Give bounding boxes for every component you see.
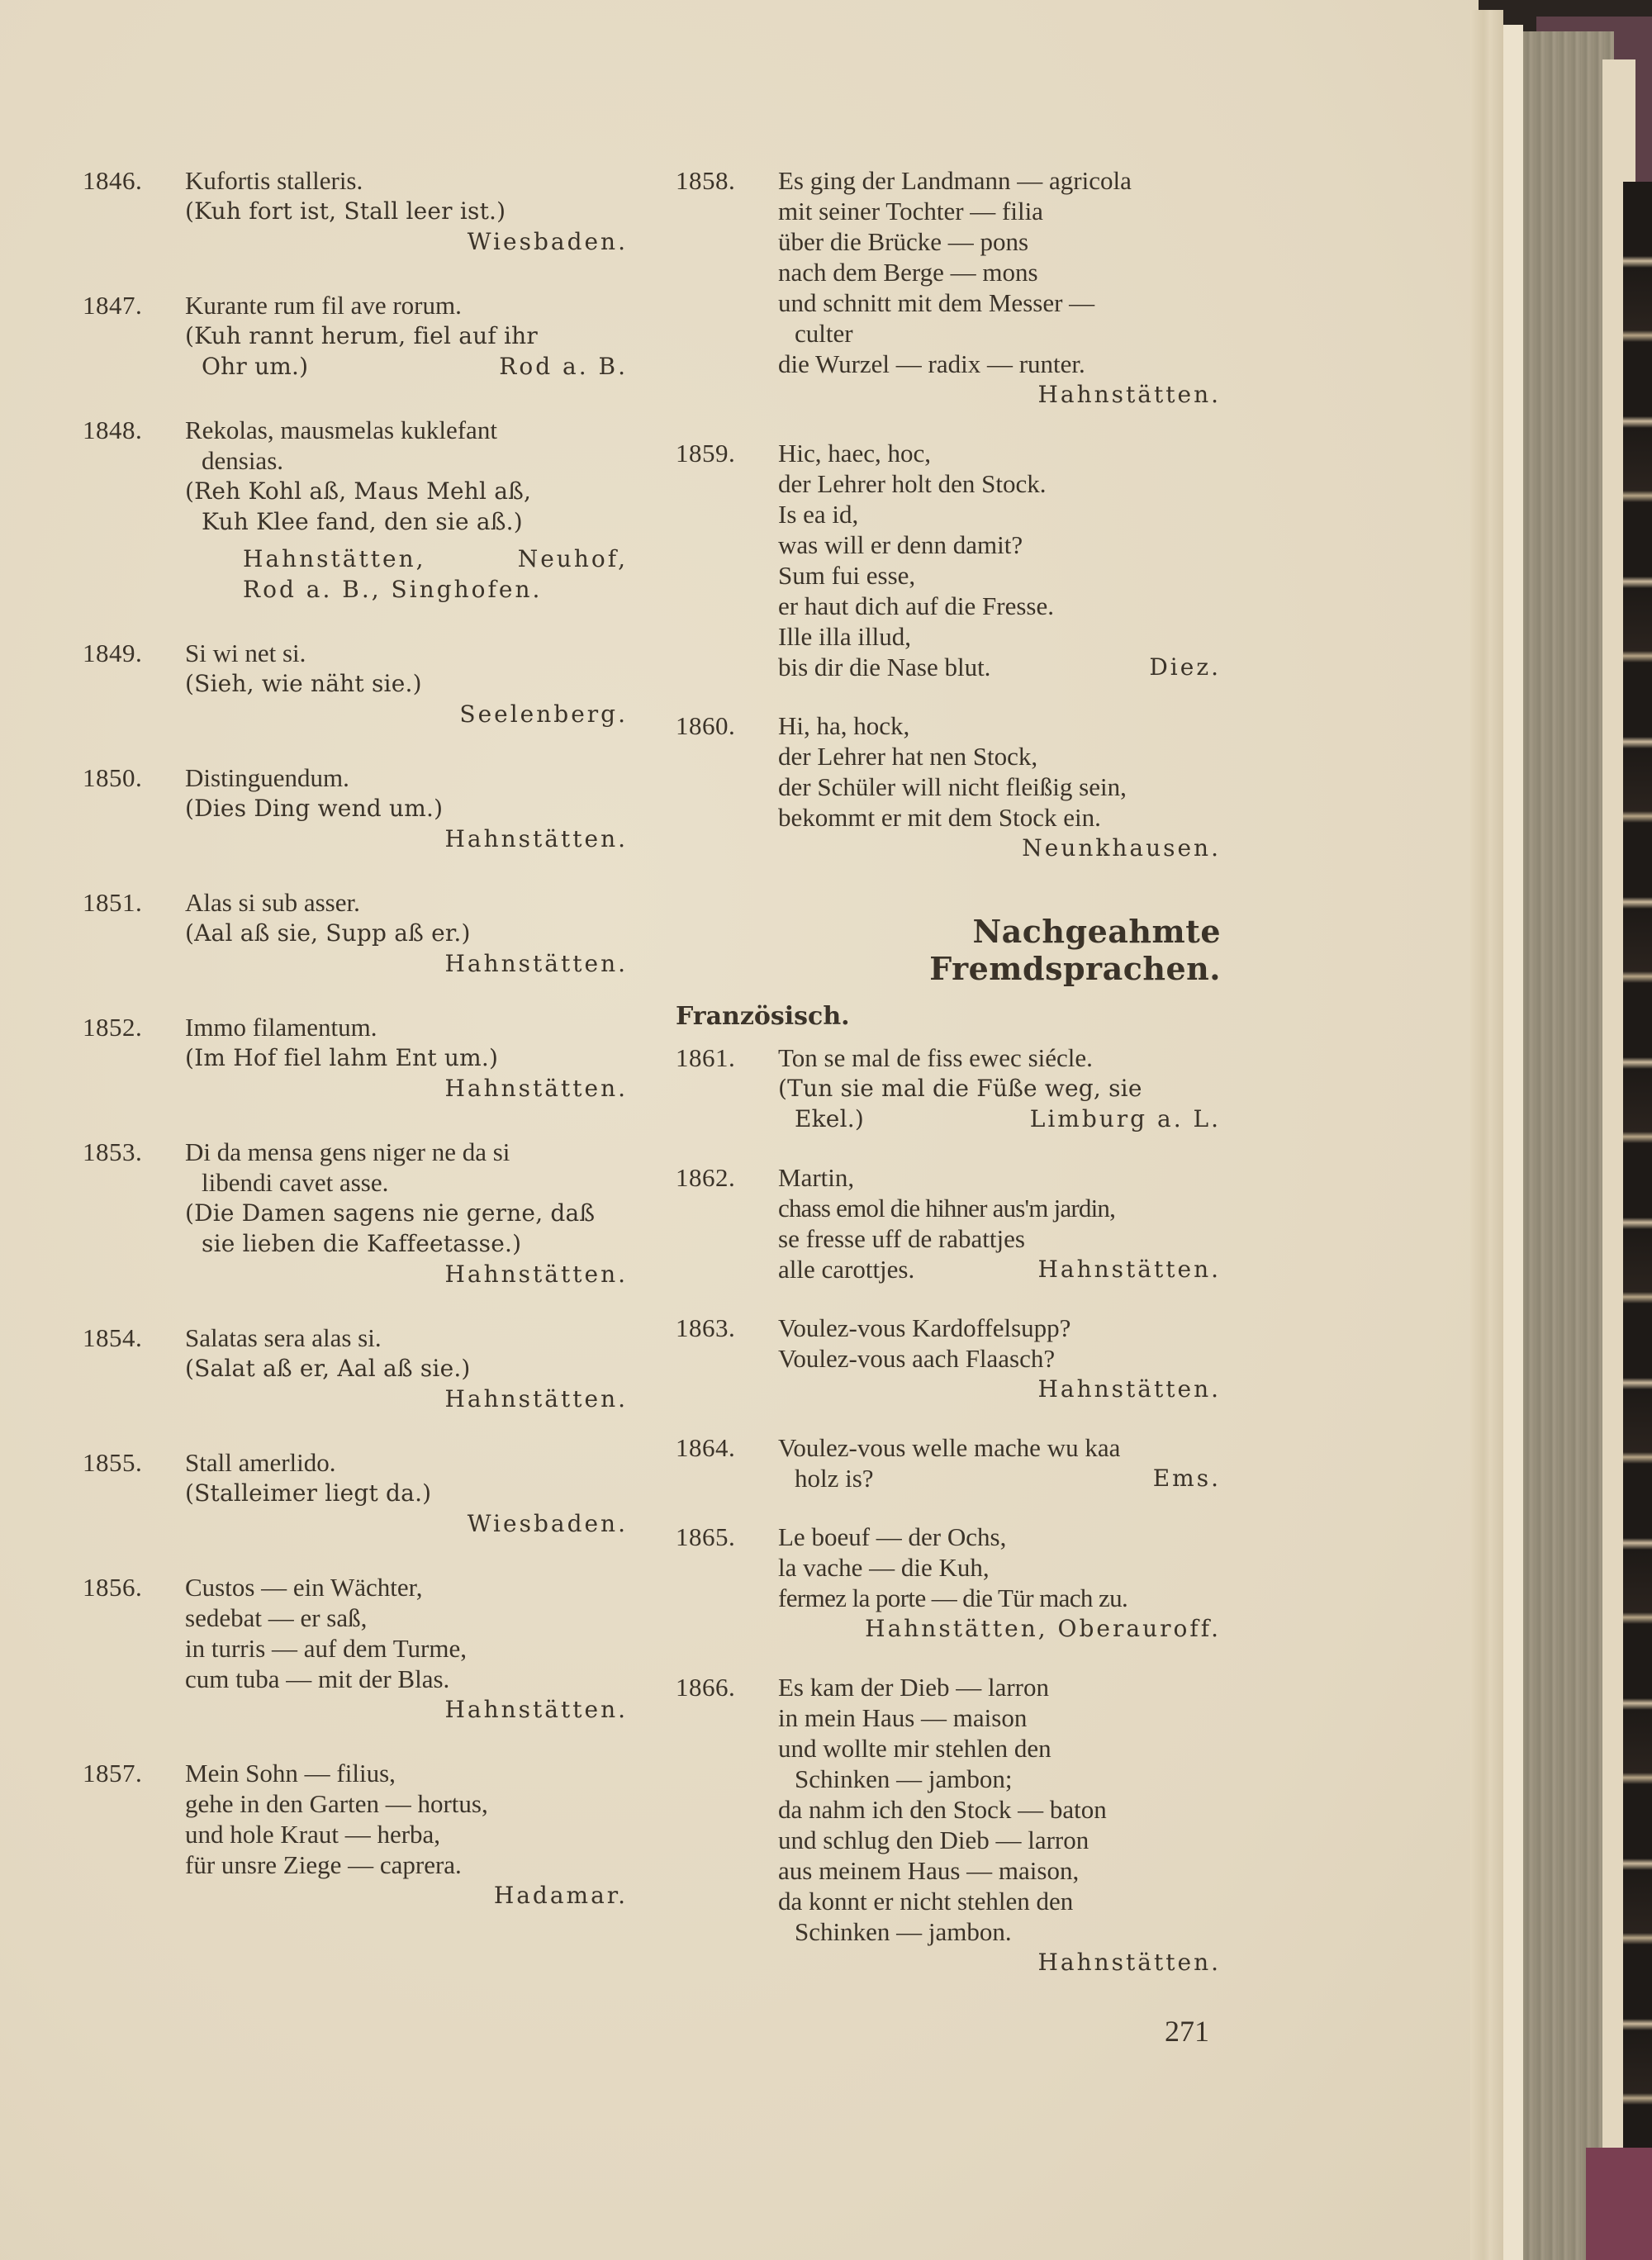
entry-line: Si wi net si. <box>185 639 306 667</box>
entry-1865 <box>676 1522 1221 1644</box>
entry-line: (Die Damen sagens nie gerne, daß <box>185 1199 596 1227</box>
entry-number: 1852. <box>83 1013 143 1042</box>
entry-line: und schnitt mit dem Messer — <box>778 288 1095 317</box>
entry-number: 1864. <box>676 1433 736 1462</box>
entry-number: 1863. <box>676 1313 736 1342</box>
place-name: Hahnstätten, Oberauroff. <box>865 1615 1221 1642</box>
entry-line: und hole Kraut — herba, <box>185 1820 441 1849</box>
entry-line: die Wurzel — radix — runter. <box>778 349 1085 378</box>
entry-line: der Schüler will nicht fleißig sein, <box>778 772 1127 801</box>
entry-line: (Aal aß sie, Supp aß er.) <box>185 919 471 947</box>
entry-line: und wollte mir stehlen den <box>778 1734 1051 1763</box>
place-name: Seelenberg. <box>459 700 628 728</box>
entry-number: 1854. <box>83 1323 143 1352</box>
entry-number: 1846. <box>83 166 143 195</box>
entry-line: (Dies Ding wend um.) <box>185 795 444 822</box>
entry-line: Voulez-vous Kardoffelsupp? <box>778 1313 1071 1342</box>
entry-line: (Im Hof fiel lahm Ent um.) <box>185 1044 499 1071</box>
entry-line: und schlug den Dieb — larron <box>778 1826 1089 1854</box>
entry-line: gehe in den Garten — hortus, <box>185 1789 488 1818</box>
entry-number: 1856. <box>83 1573 143 1602</box>
entry-line: Custos — ein Wächter, <box>185 1573 423 1602</box>
entry-1854 <box>83 1322 628 1414</box>
place-name: Hahnstätten, <box>243 545 426 572</box>
place-name: Hahnstätten. <box>1037 381 1221 408</box>
entry-line: was will er denn damit? <box>778 530 1023 559</box>
entry-line: Immo filamentum. <box>185 1013 377 1042</box>
entry-number: 1858. <box>676 166 736 195</box>
place-name: Hadamar. <box>493 1882 628 1909</box>
entry-line: für unsre Ziege — caprera. <box>185 1850 462 1879</box>
entry-number: 1855. <box>83 1448 143 1477</box>
page-number: 271 <box>1165 2015 1209 2048</box>
entry-line: (Salat aß er, Aal aß sie.) <box>185 1355 471 1382</box>
entry-line: Le boeuf — der Ochs, <box>778 1522 1007 1551</box>
entry-line: der Lehrer holt den Stock. <box>778 469 1047 498</box>
entry-line: chass emol die hihner aus'm jardin, <box>778 1194 1116 1223</box>
place-name: Hahnstätten. <box>444 825 628 852</box>
entry-line: Ekel.) <box>795 1105 864 1132</box>
entry-line: alle carottjes. <box>778 1255 915 1284</box>
place-name: Rod a. B. <box>499 353 628 380</box>
entry-1863 <box>676 1313 1221 1404</box>
entry-line: fermez la porte — die Tür mach zu. <box>778 1583 1128 1612</box>
entry-1850 <box>83 762 628 854</box>
entry-line: Es ging der Landmann — agricola <box>778 166 1132 195</box>
place-name: Diez. <box>1149 653 1221 681</box>
entry-line: culter <box>795 319 853 348</box>
entry-line: da konnt er nicht stehlen den <box>778 1887 1074 1916</box>
entry-number: 1850. <box>83 763 143 792</box>
entry-1856 <box>83 1572 628 1725</box>
place-name: Limburg a. L. <box>1029 1105 1221 1132</box>
place-name: Ems. <box>1152 1465 1221 1492</box>
entry-line: Hi, ha, hock, <box>778 711 910 740</box>
entry-1866 <box>676 1672 1221 1978</box>
entry-line: (Kuh rannt herum, fiel auf ihr <box>185 322 538 349</box>
entry-line: Di da mensa gens niger ne da si <box>185 1137 510 1166</box>
entry-1846 <box>83 165 628 257</box>
entry-1860 <box>676 710 1221 863</box>
entry-line: Alas si sub asser. <box>185 888 360 917</box>
entry-number: 1853. <box>83 1137 143 1166</box>
place-name: Hahnstätten. <box>444 1075 628 1102</box>
place-name: Rod a. B., Singhofen. <box>243 576 543 603</box>
entry-line: (Kuh fort ist, Stall leer ist.) <box>185 197 506 225</box>
entry-1857 <box>83 1758 628 1911</box>
place-name: Neunkhausen. <box>1022 834 1221 862</box>
entry-line: holz is? <box>795 1464 874 1493</box>
entry-line: mit seiner Tochter — filia <box>778 197 1043 226</box>
entry-line: Is ea id, <box>778 500 859 529</box>
entry-line: Stall amerlido. <box>185 1448 336 1477</box>
entry-line: Kuh Klee fand, den sie aß.) <box>202 508 523 535</box>
entry-line: la vache — die Kuh, <box>778 1553 990 1582</box>
entry-line: (Sieh, wie näht sie.) <box>185 670 422 697</box>
place-name: Hahnstätten. <box>444 1696 628 1723</box>
page-edge <box>1503 25 1523 2260</box>
subsection-title: Französisch. <box>676 1002 850 1031</box>
entry-line: Kufortis stalleris. <box>185 166 363 195</box>
entry-1851 <box>83 887 628 979</box>
entry-line: (Reh Kohl aß, Maus Mehl aß, <box>185 477 532 505</box>
entry-number: 1866. <box>676 1673 736 1702</box>
entry-line: Ohr um.) <box>202 353 309 380</box>
entry-1848 <box>83 415 628 605</box>
place-name: Hahnstätten. <box>444 950 628 977</box>
entry-line: über die Brücke — pons <box>778 227 1029 256</box>
page-edge <box>1470 10 1503 2260</box>
entry-line: densias. <box>202 446 284 475</box>
entry-line: Hic, haec, hoc, <box>778 439 932 468</box>
entry-1864 <box>676 1432 1221 1493</box>
place-name: Wiesbaden. <box>467 1510 628 1537</box>
entry-number: 1861. <box>676 1043 736 1072</box>
place-name: Neuhof, <box>517 545 628 572</box>
entry-line: in mein Haus — maison <box>778 1703 1028 1732</box>
entry-line: Ille illa illud, <box>778 622 911 651</box>
place-name: Hahnstätten. <box>444 1261 628 1288</box>
entry-number: 1865. <box>676 1522 736 1551</box>
entry-1861 <box>676 1042 1221 1134</box>
entry-1853 <box>83 1137 628 1289</box>
left-column <box>83 165 628 1944</box>
right-column <box>676 165 1221 2006</box>
entry-line: Kurante rum fil ave rorum. <box>185 291 462 320</box>
entry-line: Distinguendum. <box>185 763 349 792</box>
entry-1852 <box>83 1012 628 1104</box>
entry-line: se fresse uff de rabattjes <box>778 1224 1025 1253</box>
entry-number: 1859. <box>676 439 736 468</box>
entry-line: bis dir die Nase blut. <box>778 653 991 681</box>
page-block-edges <box>1523 31 1614 2260</box>
entry-line: Martin, <box>778 1163 855 1192</box>
section-title: Nachgeahmte Fremdsprachen. <box>929 913 1221 987</box>
entry-line: Voulez-vous aach Flaasch? <box>778 1344 1056 1373</box>
entry-line: aus meinem Haus — maison, <box>778 1856 1080 1885</box>
entry-line: er haut dich auf die Fresse. <box>778 591 1054 620</box>
marbled-cover-edge <box>1623 182 1652 2260</box>
entry-line: Mein Sohn — filius, <box>185 1759 396 1788</box>
entry-line: Es kam der Dieb — larron <box>778 1673 1049 1702</box>
entry-line: sedebat — er saß, <box>185 1603 368 1632</box>
entry-line: Rekolas, mausmelas kuklefant <box>185 415 497 444</box>
entry-line: cum tuba — mit der Blas. <box>185 1664 450 1693</box>
entry-line: der Lehrer hat nen Stock, <box>778 742 1038 771</box>
entry-line: in turris — auf dem Turme, <box>185 1634 467 1663</box>
book-cover-bottom <box>1586 2148 1652 2260</box>
place-name: Hahnstätten. <box>1037 1375 1221 1403</box>
entry-line: (Tun sie mal die Füße weg, sie <box>778 1075 1142 1102</box>
place-name: Hahnstätten. <box>1037 1949 1221 1976</box>
entry-1855 <box>83 1447 628 1539</box>
entry-line: sie lieben die Kaffeetasse.) <box>202 1230 522 1257</box>
entry-line: Schinken — jambon. <box>795 1917 1012 1946</box>
entry-line: Voulez-vous welle mache wu kaa <box>778 1433 1121 1462</box>
entry-line: (Stalleimer liegt da.) <box>185 1479 432 1507</box>
entry-line: Ton se mal de fiss ewec siécle. <box>778 1043 1093 1072</box>
entry-1849 <box>83 638 628 729</box>
entry-line: Sum fui esse, <box>778 561 916 590</box>
place-name: Wiesbaden. <box>467 228 628 255</box>
place-name: Hahnstätten. <box>444 1385 628 1412</box>
entry-1862 <box>676 1162 1221 1284</box>
entry-number: 1848. <box>83 415 143 444</box>
entry-line: bekommt er mit dem Stock ein. <box>778 803 1101 832</box>
entry-number: 1849. <box>83 639 143 667</box>
entry-number: 1847. <box>83 291 143 320</box>
place-name: Hahnstätten. <box>1037 1256 1221 1283</box>
entry-line: Salatas sera alas si. <box>185 1323 382 1352</box>
entry-1858 <box>676 165 1221 410</box>
entry-number: 1851. <box>83 888 143 917</box>
entry-line: nach dem Berge — mons <box>778 258 1038 287</box>
entry-number: 1862. <box>676 1163 736 1192</box>
entry-line: da nahm ich den Stock — baton <box>778 1795 1107 1824</box>
entry-1859 <box>676 438 1221 682</box>
entry-number: 1857. <box>83 1759 143 1788</box>
entry-line: Schinken — jambon; <box>795 1764 1013 1793</box>
entry-line: libendi cavet asse. <box>202 1168 389 1197</box>
entry-1847 <box>83 290 628 382</box>
entry-number: 1860. <box>676 711 736 740</box>
